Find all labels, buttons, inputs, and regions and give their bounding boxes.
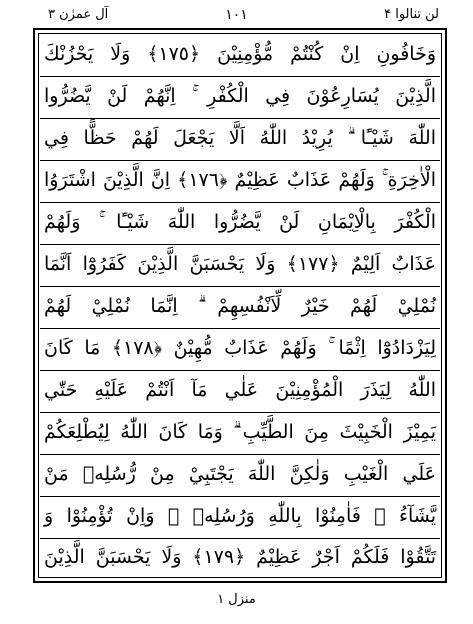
text-line-12: يَّشَآءُ ۠ فَاٰمِنُوْا بِاللّٰهِ وَرُسُلِهٖ ۚ وَاِنْ تُؤْمِنُوْا وَ <box>44 505 436 527</box>
text-line-2: الَّذِيْنَ يُسَارِعُوْنَ فِي الْكُفْرِ ۚ اِنَّهُمْ لَنْ يَّضُرُّوا <box>44 85 436 107</box>
text-line-13: تَتَّقُوْا فَلَكُمْ اَجْرٌ عَظِيْمٌ ﴿١٧٩﴾ وَلَا يَحْسَبَنَّ الَّذِيْنَ <box>44 546 436 568</box>
text-line-5: الْكُفْرَ بِالْاِيْمَانِ لَنْ يَّضُرُّوا اللّٰهَ شَيْـًٔا ۚ وَلَهُمْ <box>44 211 436 233</box>
text-line-7: نُمْلِيْ لَهُمْ خَيْرٌ لِّاَنْفُسِهِمْ ۗ اِنَّمَا نُمْلِيْ لَهُمْ <box>44 295 436 317</box>
text-line-1: وَخَافُونِ اِنْ كُنْتُمْ مُّؤْمِنِيْنَ ﴿١٧٥﴾ وَلَا يَحْزُنْكَ <box>44 43 437 65</box>
surah-header: آل عمرٰن ۳ <box>48 7 109 22</box>
text-line-3: اللّٰهَ شَيْـًٔا ۗ يُرِيْدُ اللّٰهُ اَلَّا يَجْعَلَ لَهُمْ حَظًّا فِي <box>44 127 436 149</box>
text-line-10: يَمِيْزَ الْخَبِيْثَ مِنَ الطَّيِّبِ ۗ وَمَا كَانَ اللّٰهُ لِيُطْلِعَكُمْ <box>44 421 436 443</box>
text-block <box>40 35 440 576</box>
manzil-footer: منزل ١ <box>217 592 256 607</box>
text-line-11: عَلَي الْغَيْبِ وَلٰكِنَّ اللّٰهَ يَجْتَبِيْ مِنْ رُّسُلِهٖ مَنْ <box>44 463 436 485</box>
text-line-6: عَذَابٌ اَلِيْمٌ ﴿١٧٧﴾ وَلَا يَحْسَبَنَّ الَّذِيْنَ كَفَرُوْٓا اَنَّمَا <box>44 253 436 275</box>
text-line-4: الْاٰخِرَةِ ۚ وَلَهُمْ عَذَابٌ عَظِيْمٌ ﴿١٧٦﴾ اِنَّ الَّذِيْنَ اشْتَرَوُا <box>44 169 436 191</box>
text-line-8: لِيَزْدَادُوْٓا اِثْمًا ۚ وَلَهُمْ عَذَابٌ مُّهِيْنٌ ﴿١٧٨﴾ مَا كَانَ <box>44 337 436 359</box>
page-number: ۱۰۱ <box>225 7 248 23</box>
juz-header: لن تنالوا ۴ <box>384 7 439 22</box>
text-line-9: اللّٰهُ لِيَذَرَ الْمُؤْمِنِيْنَ عَلٰي مَآ اَنْتُمْ عَلَيْهِ حَتّٰي <box>44 379 436 401</box>
